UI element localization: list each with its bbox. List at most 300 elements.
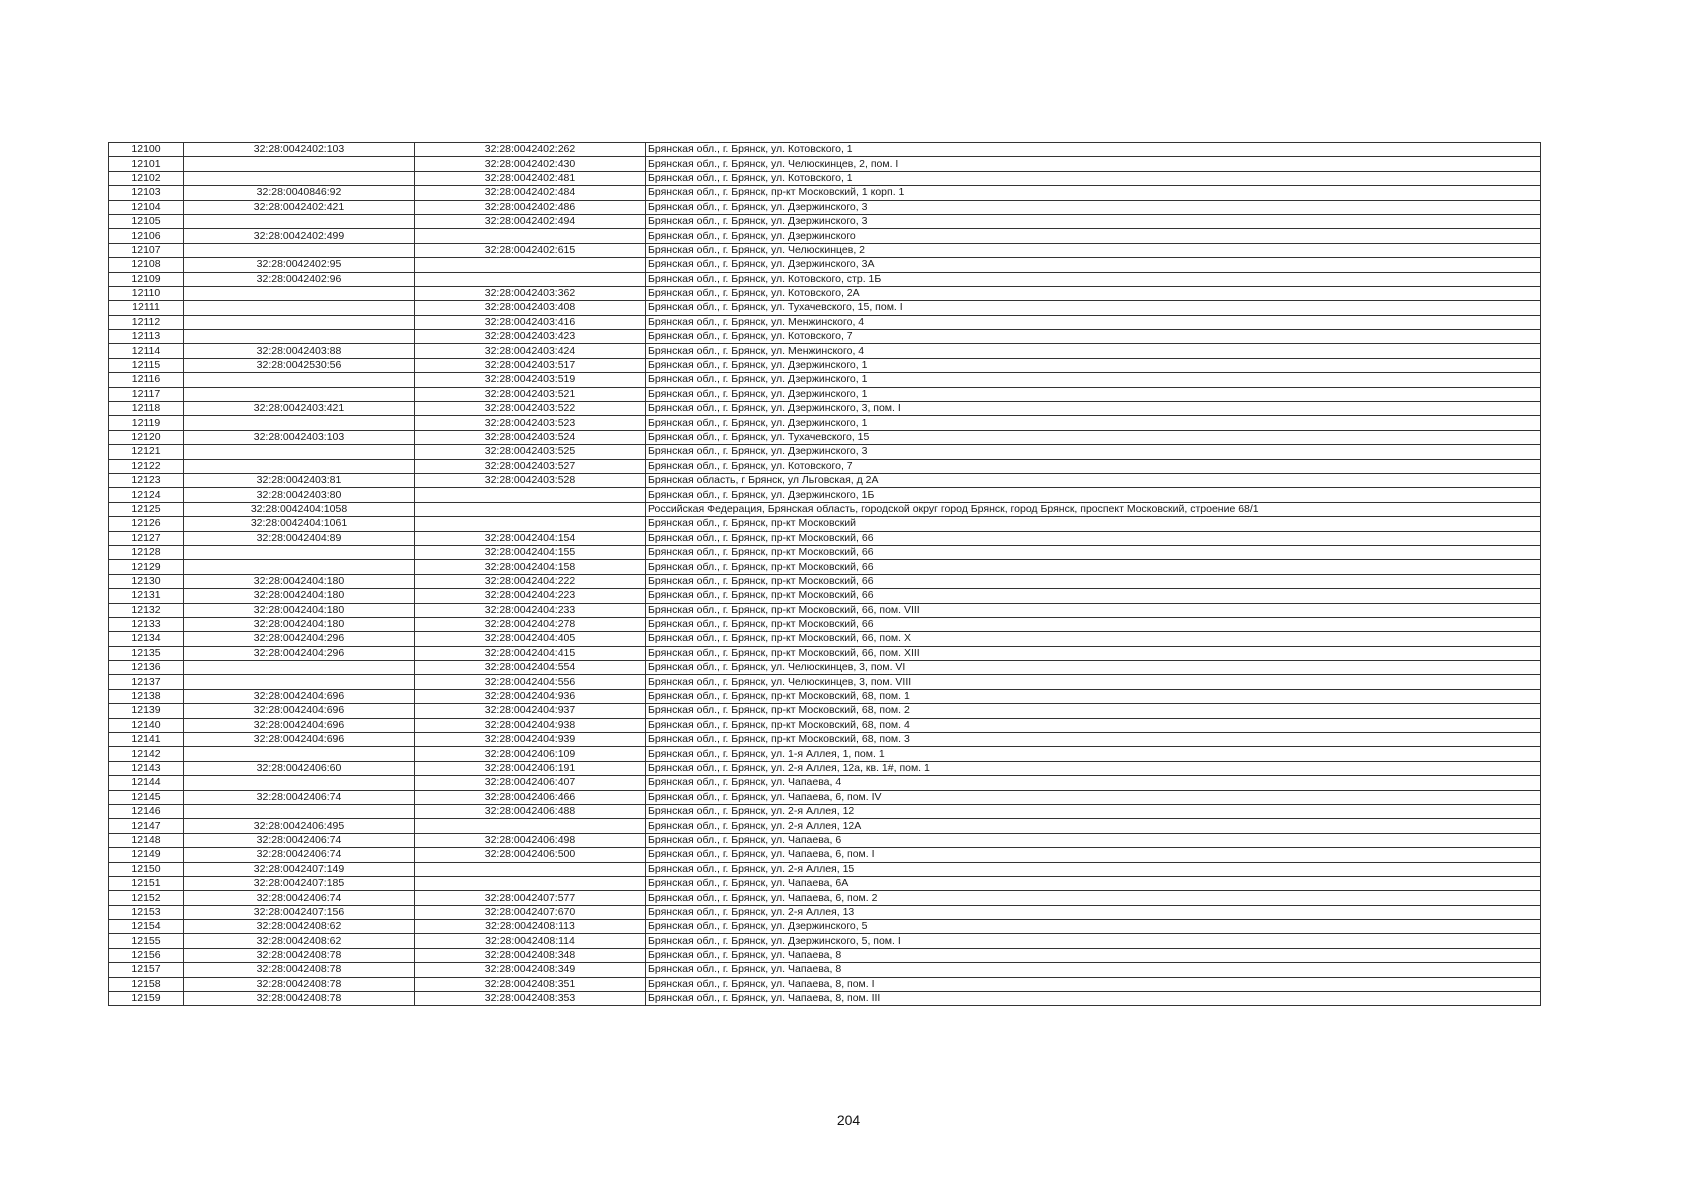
table-row [109,358,1541,372]
table-row [109,560,1541,574]
row-number-cell: 12134 [109,632,184,646]
cadastral-number-cell: 32:28:0042404:296 [184,646,415,660]
cadastral-number-cell: 32:28:0042402:95 [184,258,415,272]
object-cadastral-number-cell: 32:28:0042402:481 [415,171,646,185]
table-row [109,776,1541,790]
address-cell: Брянская обл., г. Брянск, ул. Чапаева, 6А [646,876,1541,890]
table-row [109,646,1541,660]
table-row [109,459,1541,473]
object-cadastral-number-cell: 32:28:0042404:936 [415,689,646,703]
cadastral-number-cell: 32:28:0042408:78 [184,963,415,977]
address-cell: Брянская обл., г. Брянск, пр-кт Московский, 66 [646,560,1541,574]
address-cell: Брянская обл., г. Брянск, ул. Чапаева, 8, пом. I [646,977,1541,991]
object-cadastral-number-cell: 32:28:0042408:113 [415,920,646,934]
cadastral-number-cell: 32:28:0042404:1058 [184,502,415,516]
address-cell: Брянская обл., г. Брянск, ул. 2-я Аллея, 15 [646,862,1541,876]
object-cadastral-number-cell: 32:28:0042406:466 [415,790,646,804]
table-row [109,229,1541,243]
address-cell: Брянская обл., г. Брянск, ул. Дзержинского, 3 [646,214,1541,228]
cadastral-number-cell: 32:28:0042403:421 [184,402,415,416]
table-row [109,186,1541,200]
cadastral-number-cell: 32:28:0042404:1061 [184,517,415,531]
row-number-cell: 12124 [109,488,184,502]
cadastral-number-cell: 32:28:0042406:60 [184,761,415,775]
object-cadastral-number-cell: 32:28:0042403:362 [415,286,646,300]
object-cadastral-number-cell: 32:28:0042403:525 [415,445,646,459]
cadastral-number-cell: 32:28:0042404:180 [184,574,415,588]
object-cadastral-number-cell: 32:28:0042403:519 [415,373,646,387]
object-cadastral-number-cell: 32:28:0042403:517 [415,358,646,372]
table-row [109,243,1541,257]
row-number-cell: 12139 [109,704,184,718]
row-number-cell: 12138 [109,689,184,703]
row-number-cell: 12137 [109,675,184,689]
table-row [109,445,1541,459]
cadastral-number-cell [184,171,415,185]
registry-table-body [109,143,1541,1006]
cadastral-number-cell: 32:28:0040846:92 [184,186,415,200]
row-number-cell: 12119 [109,416,184,430]
address-cell: Брянская обл., г. Брянск, ул. Дзержинского, 3, пом. I [646,402,1541,416]
table-row [109,574,1541,588]
table-row [109,545,1541,559]
table-row [109,689,1541,703]
object-cadastral-number-cell [415,229,646,243]
row-number-cell: 12130 [109,574,184,588]
object-cadastral-number-cell: 32:28:0042404:937 [415,704,646,718]
object-cadastral-number-cell [415,819,646,833]
cadastral-number-cell: 32:28:0042406:74 [184,891,415,905]
cadastral-number-cell: 32:28:0042404:696 [184,733,415,747]
cadastral-number-cell: 32:28:0042404:180 [184,617,415,631]
cadastral-number-cell [184,301,415,315]
table-row [109,733,1541,747]
address-cell: Брянская обл., г. Брянск, ул. Чапаева, 8 [646,948,1541,962]
cadastral-number-cell: 32:28:0042406:74 [184,833,415,847]
row-number-cell: 12112 [109,315,184,329]
table-row [109,344,1541,358]
object-cadastral-number-cell: 32:28:0042403:423 [415,330,646,344]
table-row [109,675,1541,689]
address-cell: Брянская обл., г. Брянск, ул. Дзержинского [646,229,1541,243]
address-cell: Брянская обл., г. Брянск, пр-кт Московский, 68, пом. 2 [646,704,1541,718]
table-row [109,948,1541,962]
row-number-cell: 12143 [109,761,184,775]
object-cadastral-number-cell: 32:28:0042406:500 [415,848,646,862]
cadastral-number-cell: 32:28:0042404:696 [184,689,415,703]
row-number-cell: 12155 [109,934,184,948]
object-cadastral-number-cell: 32:28:0042404:939 [415,733,646,747]
cadastral-number-cell [184,675,415,689]
row-number-cell: 12123 [109,473,184,487]
table-row [109,402,1541,416]
row-number-cell: 12118 [109,402,184,416]
address-cell: Брянская обл., г. Брянск, пр-кт Московский, 66 [646,617,1541,631]
object-cadastral-number-cell: 32:28:0042404:556 [415,675,646,689]
row-number-cell: 12111 [109,301,184,315]
cadastral-number-cell [184,776,415,790]
cadastral-number-cell [184,286,415,300]
table-row [109,876,1541,890]
address-cell: Брянская обл., г. Брянск, ул. Дзержинского, 5 [646,920,1541,934]
object-cadastral-number-cell: 32:28:0042404:223 [415,589,646,603]
cadastral-number-cell [184,214,415,228]
row-number-cell: 12136 [109,661,184,675]
object-cadastral-number-cell: 32:28:0042404:554 [415,661,646,675]
cadastral-number-cell: 32:28:0042407:149 [184,862,415,876]
object-cadastral-number-cell: 32:28:0042404:155 [415,545,646,559]
object-cadastral-number-cell [415,876,646,890]
row-number-cell: 12103 [109,186,184,200]
table-row [109,819,1541,833]
row-number-cell: 12122 [109,459,184,473]
cadastral-number-cell [184,157,415,171]
object-cadastral-number-cell [415,272,646,286]
cadastral-number-cell: 32:28:0042408:78 [184,948,415,962]
cadastral-number-cell: 32:28:0042402:499 [184,229,415,243]
cadastral-number-cell: 32:28:0042408:78 [184,977,415,991]
row-number-cell: 12133 [109,617,184,631]
row-number-cell: 12149 [109,848,184,862]
row-number-cell: 12132 [109,603,184,617]
row-number-cell: 12128 [109,545,184,559]
table-row [109,992,1541,1006]
table-row [109,704,1541,718]
object-cadastral-number-cell: 32:28:0042403:416 [415,315,646,329]
object-cadastral-number-cell: 32:28:0042402:430 [415,157,646,171]
table-row [109,301,1541,315]
object-cadastral-number-cell: 32:28:0042408:349 [415,963,646,977]
row-number-cell: 12121 [109,445,184,459]
address-cell: Брянская область, г Брянск, ул Льговская, д 2А [646,473,1541,487]
table-row [109,718,1541,732]
address-cell: Брянская обл., г. Брянск, пр-кт Московский, 66, пом. VIII [646,603,1541,617]
object-cadastral-number-cell: 32:28:0042403:408 [415,301,646,315]
cadastral-number-cell [184,804,415,818]
table-row [109,934,1541,948]
cadastral-number-cell: 32:28:0042406:74 [184,790,415,804]
cadastral-number-cell [184,416,415,430]
row-number-cell: 12106 [109,229,184,243]
table-row [109,430,1541,444]
cadastral-number-cell [184,661,415,675]
table-row [109,661,1541,675]
cadastral-number-cell: 32:28:0042404:180 [184,603,415,617]
table-row [109,416,1541,430]
address-cell: Брянская обл., г. Брянск, ул. 2-я Аллея, 12 [646,804,1541,818]
table-row [109,632,1541,646]
table-row [109,488,1541,502]
address-cell: Брянская обл., г. Брянск, ул. Дзержинского, 5, пом. I [646,934,1541,948]
cadastral-number-cell: 32:28:0042407:185 [184,876,415,890]
object-cadastral-number-cell: 32:28:0042404:278 [415,617,646,631]
table-row [109,920,1541,934]
object-cadastral-number-cell: 32:28:0042407:670 [415,905,646,919]
row-number-cell: 12107 [109,243,184,257]
row-number-cell: 12114 [109,344,184,358]
row-number-cell: 12116 [109,373,184,387]
cadastral-number-cell: 32:28:0042404:180 [184,589,415,603]
address-cell: Брянская обл., г. Брянск, ул. 1-я Аллея, 1, пом. 1 [646,747,1541,761]
row-number-cell: 12141 [109,733,184,747]
object-cadastral-number-cell: 32:28:0042402:484 [415,186,646,200]
object-cadastral-number-cell: 32:28:0042402:494 [415,214,646,228]
address-cell: Брянская обл., г. Брянск, ул. 2-я Аллея, 13 [646,905,1541,919]
address-cell: Брянская обл., г. Брянск, пр-кт Московский, 68, пом. 4 [646,718,1541,732]
address-cell: Брянская обл., г. Брянск, ул. Чапаева, 4 [646,776,1541,790]
address-cell: Брянская обл., г. Брянск, ул. Чапаева, 6, пом. 2 [646,891,1541,905]
row-number-cell: 12159 [109,992,184,1006]
address-cell: Российская Федерация, Брянская область, городской округ город Брянск, город Брянск, проспект Московский, строение 68/1 [646,502,1541,516]
table-row [109,589,1541,603]
address-cell: Брянская обл., г. Брянск, ул. Котовского, 1 [646,143,1541,157]
table-row [109,387,1541,401]
table-row [109,747,1541,761]
object-cadastral-number-cell: 32:28:0042403:523 [415,416,646,430]
row-number-cell: 12100 [109,143,184,157]
address-cell: Брянская обл., г. Брянск, ул. Дзержинского, 1 [646,373,1541,387]
row-number-cell: 12102 [109,171,184,185]
cadastral-number-cell: 32:28:0042406:495 [184,819,415,833]
object-cadastral-number-cell: 32:28:0042406:488 [415,804,646,818]
row-number-cell: 12129 [109,560,184,574]
object-cadastral-number-cell: 32:28:0042404:938 [415,718,646,732]
table-row [109,286,1541,300]
object-cadastral-number-cell: 32:28:0042404:154 [415,531,646,545]
row-number-cell: 12157 [109,963,184,977]
cadastral-number-cell: 32:28:0042402:421 [184,200,415,214]
address-cell: Брянская обл., г. Брянск, ул. Дзержинского, 3 [646,445,1541,459]
object-cadastral-number-cell: 32:28:0042406:191 [415,761,646,775]
address-cell: Брянская обл., г. Брянск, пр-кт Московский [646,517,1541,531]
row-number-cell: 12125 [109,502,184,516]
table-row [109,315,1541,329]
row-number-cell: 12109 [109,272,184,286]
row-number-cell: 12144 [109,776,184,790]
cadastral-number-cell: 32:28:0042402:96 [184,272,415,286]
address-cell: Брянская обл., г. Брянск, ул. Дзержинского, 1Б [646,488,1541,502]
row-number-cell: 12101 [109,157,184,171]
object-cadastral-number-cell: 32:28:0042404:405 [415,632,646,646]
table-row [109,617,1541,631]
cadastral-number-cell [184,459,415,473]
table-row [109,761,1541,775]
row-number-cell: 12158 [109,977,184,991]
row-number-cell: 12147 [109,819,184,833]
row-number-cell: 12142 [109,747,184,761]
address-cell: Брянская обл., г. Брянск, пр-кт Московский, 66 [646,531,1541,545]
row-number-cell: 12150 [109,862,184,876]
object-cadastral-number-cell [415,488,646,502]
address-cell: Брянская обл., г. Брянск, ул. Челюскинцев, 2, пом. I [646,157,1541,171]
table-row [109,258,1541,272]
object-cadastral-number-cell: 32:28:0042406:498 [415,833,646,847]
address-cell: Брянская обл., г. Брянск, ул. Менжинского, 4 [646,315,1541,329]
object-cadastral-number-cell: 32:28:0042404:233 [415,603,646,617]
address-cell: Брянская обл., г. Брянск, пр-кт Московский, 68, пом. 3 [646,733,1541,747]
row-number-cell: 12117 [109,387,184,401]
object-cadastral-number-cell: 32:28:0042403:527 [415,459,646,473]
cadastral-number-cell [184,387,415,401]
cadastral-number-cell: 32:28:0042404:296 [184,632,415,646]
address-cell: Брянская обл., г. Брянск, ул. Дзержинского, 1 [646,358,1541,372]
address-cell: Брянская обл., г. Брянск, ул. Дзержинского, 1 [646,387,1541,401]
address-cell: Брянская обл., г. Брянск, ул. 2-я Аллея, 12А [646,819,1541,833]
row-number-cell: 12108 [109,258,184,272]
table-row [109,804,1541,818]
cadastral-number-cell: 32:28:0042530:56 [184,358,415,372]
table-row [109,200,1541,214]
address-cell: Брянская обл., г. Брянск, ул. Дзержинского, 3А [646,258,1541,272]
cadastral-number-cell: 32:28:0042408:62 [184,920,415,934]
row-number-cell: 12145 [109,790,184,804]
cadastral-number-cell [184,560,415,574]
row-number-cell: 12110 [109,286,184,300]
row-number-cell: 12105 [109,214,184,228]
address-cell: Брянская обл., г. Брянск, ул. Чапаева, 6, пом. I [646,848,1541,862]
row-number-cell: 12154 [109,920,184,934]
address-cell: Брянская обл., г. Брянск, ул. Челюскинцев, 3, пом. VI [646,661,1541,675]
cadastral-number-cell [184,243,415,257]
address-cell: Брянская обл., г. Брянск, ул. Котовского, 1 [646,171,1541,185]
row-number-cell: 12135 [109,646,184,660]
object-cadastral-number-cell: 32:28:0042403:424 [415,344,646,358]
page-number: 204 [836,1112,861,1128]
row-number-cell: 12146 [109,804,184,818]
row-number-cell: 12120 [109,430,184,444]
table-row [109,862,1541,876]
address-cell: Брянская обл., г. Брянск, ул. Тухачевского, 15, пом. I [646,301,1541,315]
object-cadastral-number-cell: 32:28:0042402:262 [415,143,646,157]
object-cadastral-number-cell: 32:28:0042402:486 [415,200,646,214]
cadastral-number-cell [184,373,415,387]
cadastral-number-cell [184,445,415,459]
address-cell: Брянская обл., г. Брянск, ул. Котовского, 7 [646,330,1541,344]
object-cadastral-number-cell: 32:28:0042404:222 [415,574,646,588]
table-row [109,502,1541,516]
address-cell: Брянская обл., г. Брянск, ул. Дзержинского, 3 [646,200,1541,214]
object-cadastral-number-cell: 32:28:0042404:158 [415,560,646,574]
row-number-cell: 12115 [109,358,184,372]
table-row [109,473,1541,487]
object-cadastral-number-cell: 32:28:0042407:577 [415,891,646,905]
address-cell: Брянская обл., г. Брянск, ул. Менжинского, 4 [646,344,1541,358]
cadastral-number-cell: 32:28:0042403:103 [184,430,415,444]
address-cell: Брянская обл., г. Брянск, ул. Котовского, 2А [646,286,1541,300]
object-cadastral-number-cell [415,502,646,516]
row-number-cell: 12156 [109,948,184,962]
row-number-cell: 12140 [109,718,184,732]
row-number-cell: 12151 [109,876,184,890]
address-cell: Брянская обл., г. Брянск, пр-кт Московский, 66 [646,589,1541,603]
table-row [109,373,1541,387]
address-cell: Брянская обл., г. Брянск, ул. Чапаева, 8, пом. III [646,992,1541,1006]
object-cadastral-number-cell: 32:28:0042406:109 [415,747,646,761]
table-row [109,848,1541,862]
table-row [109,833,1541,847]
object-cadastral-number-cell: 32:28:0042408:353 [415,992,646,1006]
row-number-cell: 12113 [109,330,184,344]
cadastral-number-cell: 32:28:0042403:88 [184,344,415,358]
object-cadastral-number-cell [415,862,646,876]
object-cadastral-number-cell: 32:28:0042403:521 [415,387,646,401]
table-row [109,272,1541,286]
object-cadastral-number-cell: 32:28:0042402:615 [415,243,646,257]
object-cadastral-number-cell: 32:28:0042403:528 [415,473,646,487]
table-row [109,905,1541,919]
object-cadastral-number-cell: 32:28:0042408:351 [415,977,646,991]
object-cadastral-number-cell: 32:28:0042403:522 [415,402,646,416]
table-row [109,963,1541,977]
cadastral-number-cell: 32:28:0042404:89 [184,531,415,545]
address-cell: Брянская обл., г. Брянск, ул. Чапаева, 8 [646,963,1541,977]
row-number-cell: 12131 [109,589,184,603]
object-cadastral-number-cell [415,517,646,531]
object-cadastral-number-cell: 32:28:0042406:407 [415,776,646,790]
cadastral-number-cell [184,747,415,761]
address-cell: Брянская обл., г. Брянск, пр-кт Московский, 66 [646,545,1541,559]
cadastral-number-cell: 32:28:0042408:62 [184,934,415,948]
cadastral-number-cell: 32:28:0042403:80 [184,488,415,502]
row-number-cell: 12126 [109,517,184,531]
cadastral-number-cell [184,545,415,559]
address-cell: Брянская обл., г. Брянск, ул. Челюскинцев, 3, пом. VIII [646,675,1541,689]
object-cadastral-number-cell: 32:28:0042403:524 [415,430,646,444]
address-cell: Брянская обл., г. Брянск, ул. Чапаева, 6 [646,833,1541,847]
address-cell: Брянская обл., г. Брянск, пр-кт Московский, 66 [646,574,1541,588]
object-cadastral-number-cell [415,258,646,272]
table-row [109,891,1541,905]
row-number-cell: 12127 [109,531,184,545]
address-cell: Брянская обл., г. Брянск, пр-кт Московский, 1 корп. 1 [646,186,1541,200]
address-cell: Брянская обл., г. Брянск, ул. Дзержинского, 1 [646,416,1541,430]
table-row [109,214,1541,228]
table-row [109,171,1541,185]
row-number-cell: 12153 [109,905,184,919]
address-cell: Брянская обл., г. Брянск, пр-кт Московский, 68, пом. 1 [646,689,1541,703]
row-number-cell: 12148 [109,833,184,847]
row-number-cell: 12104 [109,200,184,214]
address-cell: Брянская обл., г. Брянск, ул. Челюскинцев, 2 [646,243,1541,257]
cadastral-number-cell: 32:28:0042408:78 [184,992,415,1006]
table-row [109,517,1541,531]
table-row [109,531,1541,545]
object-cadastral-number-cell: 32:28:0042404:415 [415,646,646,660]
cadastral-number-cell: 32:28:0042403:81 [184,473,415,487]
cadastral-number-cell [184,330,415,344]
address-cell: Брянская обл., г. Брянск, пр-кт Московский, 66, пом. XIII [646,646,1541,660]
address-cell: Брянская обл., г. Брянск, ул. Чапаева, 6, пом. IV [646,790,1541,804]
cadastral-number-cell: 32:28:0042402:103 [184,143,415,157]
table-row [109,157,1541,171]
object-cadastral-number-cell: 32:28:0042408:348 [415,948,646,962]
address-cell: Брянская обл., г. Брянск, ул. Котовского, 7 [646,459,1541,473]
cadastral-number-cell: 32:28:0042404:696 [184,704,415,718]
cadastral-number-cell [184,315,415,329]
table-row [109,603,1541,617]
table-row [109,143,1541,157]
table-row [109,977,1541,991]
address-cell: Брянская обл., г. Брянск, ул. 2-я Аллея, 12а, кв. 1#, пом. 1 [646,761,1541,775]
cadastral-number-cell: 32:28:0042404:696 [184,718,415,732]
row-number-cell: 12152 [109,891,184,905]
address-cell: Брянская обл., г. Брянск, ул. Тухачевского, 15 [646,430,1541,444]
address-cell: Брянская обл., г. Брянск, пр-кт Московский, 66, пом. X [646,632,1541,646]
cadastral-number-cell: 32:28:0042406:74 [184,848,415,862]
table-row [109,790,1541,804]
table-row [109,330,1541,344]
address-cell: Брянская обл., г. Брянск, ул. Котовского, стр. 1Б [646,272,1541,286]
